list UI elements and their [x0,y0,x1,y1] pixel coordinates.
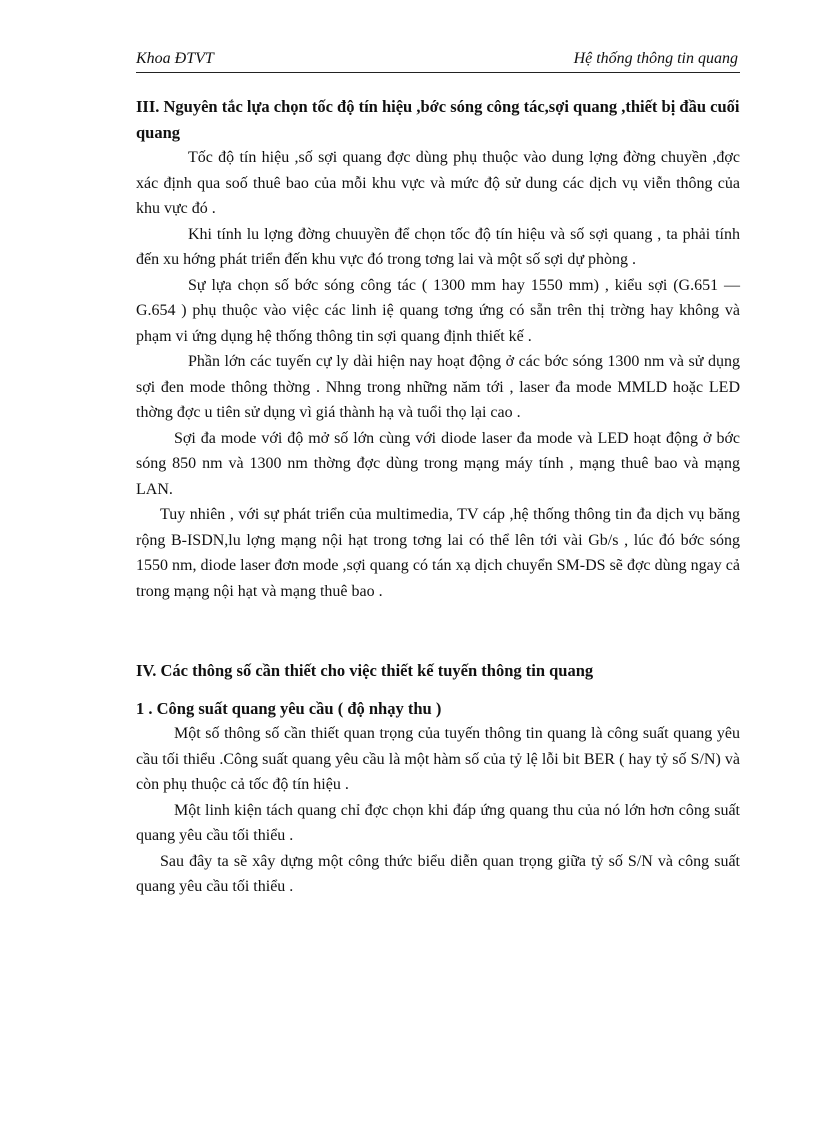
section-3-paragraph-5: Sợi đa mode với độ mở số lớn cùng với diode laser đa mode và LED hoạt động ở bớc sóng 850 nm và 1300 nm thờng đợc dùng trong mạng máy tính , mạng thuê bao và mạng LAN. [136,429,740,498]
section-4-heading: IV. Các thông số cần thiết cho việc thiết kế tuyến thông tin quang [136,661,594,680]
section-4-subheading: 1 . Công suất quang yêu cầu ( độ nhạy thu ) [136,698,442,718]
section-4-paragraph-2: Một linh kiện tách quang chỉ đợc chọn khi đáp ứng quang thu của nó lớn hơn công suất quang yêu cầu tối thiểu . [136,801,740,844]
section-3-paragraph-4: Phần lớn các tuyến cự ly dài hiện nay hoạt động ở các bớc sóng 1300 nm và sử dụng sợi đen mode thông thờng . Nhng trong những năm tới , laser đa mode MMLD hoặc LED thờng đợc u tiên sử dụng vì giá thành hạ và tuổi thọ lại cao . [136,353,740,421]
section-3-paragraph-3: Sự lựa chọn số bớc sóng công tác ( 1300 mm hay 1550 mm) , kiểu sợi (G.651 — G.654 ) phụ thuộc vào việc các linh iệ quang tơng ứng có sẵn trên thị trờng hay không và phạm vi ứng dụng hệ thống thông tin sợi quang định thiết kế . [136,276,740,345]
header-course-title: Hệ thống thông tin quang [573,50,738,67]
section-3-paragraph-6: Tuy nhiên , với sự phát triển của multimedia, TV cáp ,hệ thống thông tin đa dịch vụ băng rộng B-ISDN,lu lợng mạng nội hạt trong tơng lai có thể lên tới vài Gb/s , lúc đó bớc sóng 1550 nm, diode laser đơn mode ,sợi quang có tán xạ dịch chuyển SM-DS sẽ đợc dùng ngay cả trong mạng nội hạt và mạng thuê bao . [136,506,740,600]
page-body [136,94,740,900]
page-header [136,50,740,73]
section-3-heading: III. Nguyên tắc lựa chọn tốc độ tín hiệu ,bớc sóng công tác,sợi quang ,thiết bị đầu cuối quang [136,97,740,142]
header-faculty: Khoa ĐTVT [136,50,214,67]
section-4-paragraph-1: Một số thông số cần thiết quan trọng của tuyến thông tin quang là công suất quang yêu cầu tối thiểu .Công suất quang yêu cầu là một hàm số của tỷ lệ lỗi bit BER ( hay tỷ số S/N) và còn phụ thuộc cả tốc độ tín hiệu . [136,725,740,793]
section-3-paragraph-2: Khi tính lu lợng đờng chuuyền để chọn tốc độ tín hiệu và số sợi quang , ta phải tính đến xu hớng phát triển đến khu vực đó trong tơng lai và một số sợi dự phòng . [136,225,740,268]
section-4-paragraph-3: Sau đây ta sẽ xây dựng một công thức biểu diễn quan trọng giữa tỷ số S/N và công suất quang yêu cầu tối thiểu . [136,852,740,895]
section-3-paragraph-1: Tốc độ tín hiệu ,số sợi quang đợc dùng phụ thuộc vào dung lợng đờng chuyền ,đợc xác định qua soố thuê bao của mỗi khu vực và mức độ sử dung các dịch vụ viễn thông của khu vực đó . [136,149,740,217]
